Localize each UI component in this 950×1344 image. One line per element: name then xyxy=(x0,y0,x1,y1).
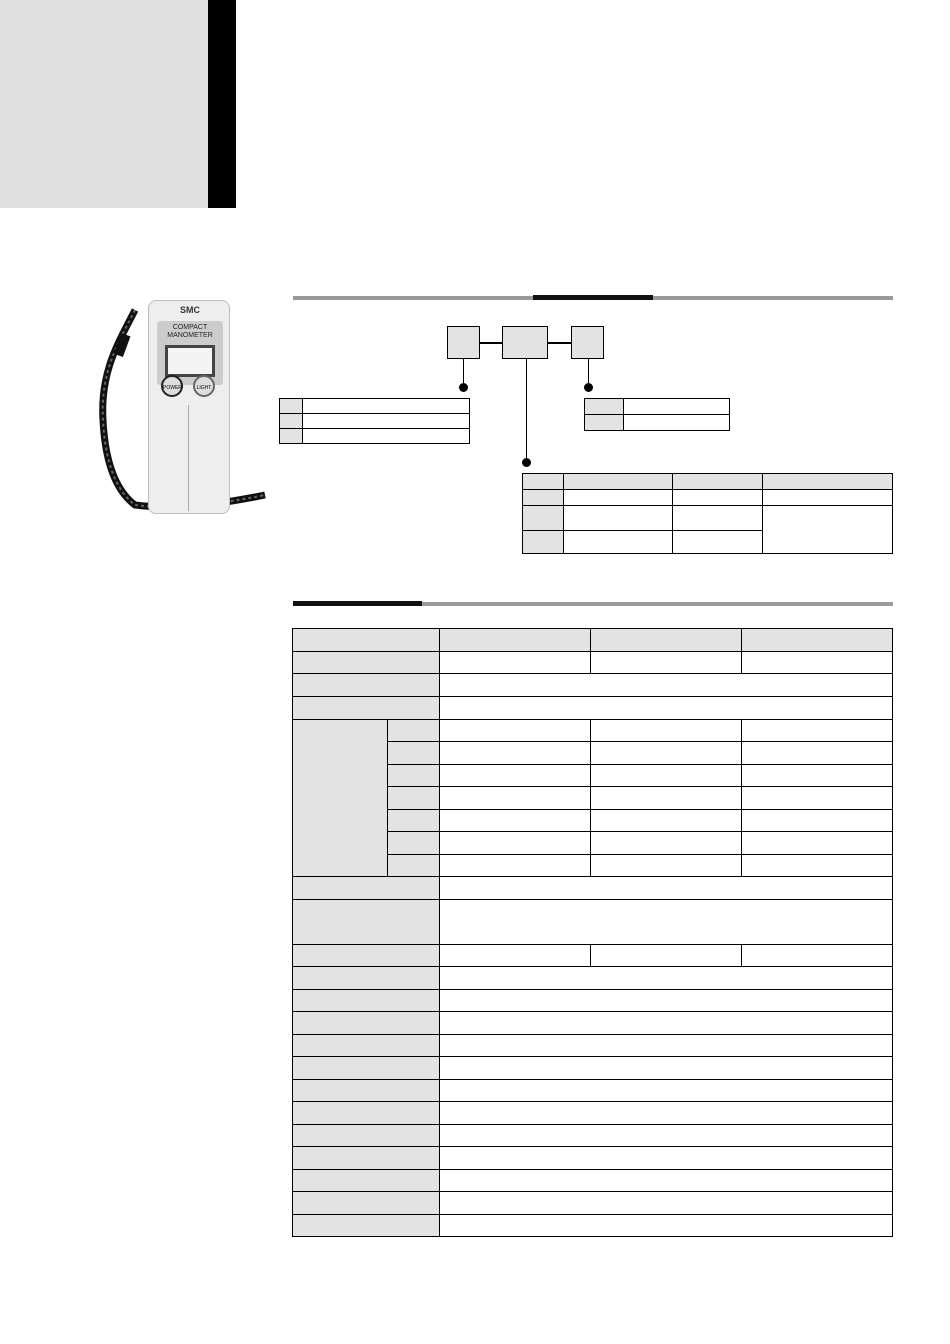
table-row xyxy=(293,1215,893,1237)
section-rule-specs-accent xyxy=(293,601,422,606)
device-label-line1: COMPACT xyxy=(172,324,208,331)
table-row xyxy=(293,652,893,674)
leader-dot-1 xyxy=(459,383,468,392)
table-row xyxy=(293,674,893,697)
option-table-1 xyxy=(279,398,470,444)
device-brand: SMC xyxy=(180,305,200,315)
power-button[interactable]: POWER xyxy=(161,375,183,397)
leader-line-2 xyxy=(526,359,527,460)
device-seam xyxy=(188,405,189,511)
lcd-screen xyxy=(165,345,215,377)
leader-line-3 xyxy=(588,359,589,386)
table-row xyxy=(293,1147,893,1170)
section-rule-model-accent xyxy=(533,295,653,300)
device-label-line2: MANOMETER xyxy=(167,332,213,339)
table-row xyxy=(293,1057,893,1080)
table-row xyxy=(293,877,893,900)
table-row xyxy=(293,697,893,720)
light-button[interactable]: LIGHT xyxy=(193,375,215,397)
code-box-3 xyxy=(571,326,604,359)
header-corner-bar xyxy=(208,0,236,208)
leader-line-1 xyxy=(463,359,464,386)
code-box-1 xyxy=(447,326,480,359)
code-box-2 xyxy=(502,326,548,359)
table-row xyxy=(293,967,893,990)
table-row xyxy=(293,1192,893,1215)
table-row xyxy=(293,1080,893,1102)
table-row xyxy=(293,1102,893,1125)
table-row xyxy=(293,1125,893,1147)
table-row xyxy=(293,1035,893,1057)
code-connector-2 xyxy=(548,342,571,344)
table-row xyxy=(293,900,893,945)
table-row xyxy=(293,945,893,967)
spec-header-row xyxy=(293,629,893,652)
option-table-2 xyxy=(522,473,893,554)
table-row xyxy=(293,990,893,1012)
table-row xyxy=(293,1012,893,1035)
leader-dot-3 xyxy=(584,383,593,392)
table-row xyxy=(293,1170,893,1192)
specification-table xyxy=(292,628,893,1237)
header-corner-block xyxy=(0,0,208,208)
leader-dot-2 xyxy=(522,458,531,467)
option-table-3 xyxy=(584,398,730,431)
table-row xyxy=(293,720,893,742)
code-connector-1 xyxy=(480,342,502,344)
device-body xyxy=(148,300,230,514)
